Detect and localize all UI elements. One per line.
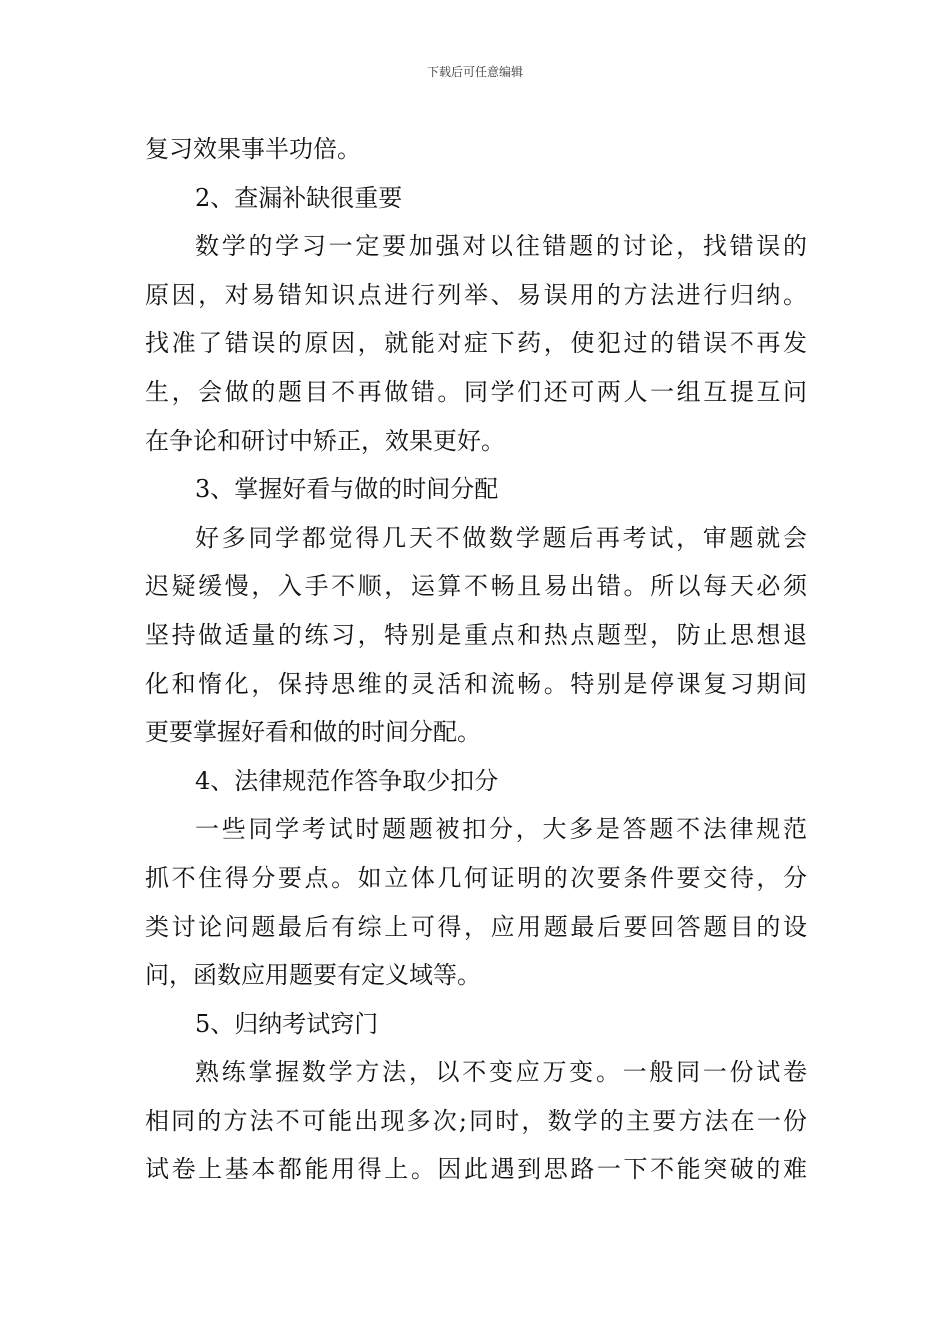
- text-line: 一些同学考试时题题被扣分，大多是答题不法律规范: [195, 815, 807, 844]
- page-header: 下载后可任意编辑: [426, 65, 523, 79]
- text-line: 相同的方法不可能出现多次;同时，数学的主要方法在一份: [145, 1106, 807, 1135]
- text-line: 更要掌握好看和做的时间分配。: [145, 718, 481, 747]
- text-line: 4、法律规范作答争取少扣分: [195, 766, 499, 795]
- text-line: 熟练掌握数学方法，以不变应万变。一般同一份试卷: [195, 1058, 807, 1087]
- text-line: 找准了错误的原因，就能对症下药，使犯过的错误不再发: [145, 329, 807, 358]
- text-line: 迟疑缓慢，入手不顺，运算不畅且易出错。所以每天必须: [145, 572, 807, 601]
- text-line: 化和惰化，保持思维的灵活和流畅。特别是停课复习期间: [145, 669, 807, 698]
- text-line: 好多同学都觉得几天不做数学题后再考试，审题就会: [195, 523, 807, 552]
- text-line: 在争论和研讨中矫正，效果更好。: [145, 426, 505, 455]
- text-line: 数学的学习一定要加强对以往错题的讨论，找错误的: [195, 232, 807, 261]
- text-line: 类讨论问题最后有综上可得，应用题最后要回答题目的设: [145, 912, 807, 941]
- document-body: [145, 125, 807, 1194]
- text-line: 问，函数应用题要有定义域等。: [145, 961, 481, 990]
- text-line: 原因，对易错知识点进行列举、易误用的方法进行归纳。: [145, 280, 807, 309]
- text-line: 5、归纳考试窍门: [195, 1009, 379, 1038]
- text-line: 2、查漏补缺很重要: [195, 183, 403, 212]
- text-line: 生，会做的题目不再做错。同学们还可两人一组互提互问: [145, 377, 807, 406]
- text-line: 坚持做适量的练习，特别是重点和热点题型，防止思想退: [145, 620, 807, 649]
- text-line: 3、掌握好看与做的时间分配: [195, 475, 499, 504]
- text-line: 试卷上基本都能用得上。因此遇到思路一下不能突破的难: [145, 1155, 807, 1184]
- text-line: 复习效果事半功倍。: [145, 135, 361, 163]
- text-line: 抓不住得分要点。如立体几何证明的次要条件要交待，分: [145, 863, 807, 892]
